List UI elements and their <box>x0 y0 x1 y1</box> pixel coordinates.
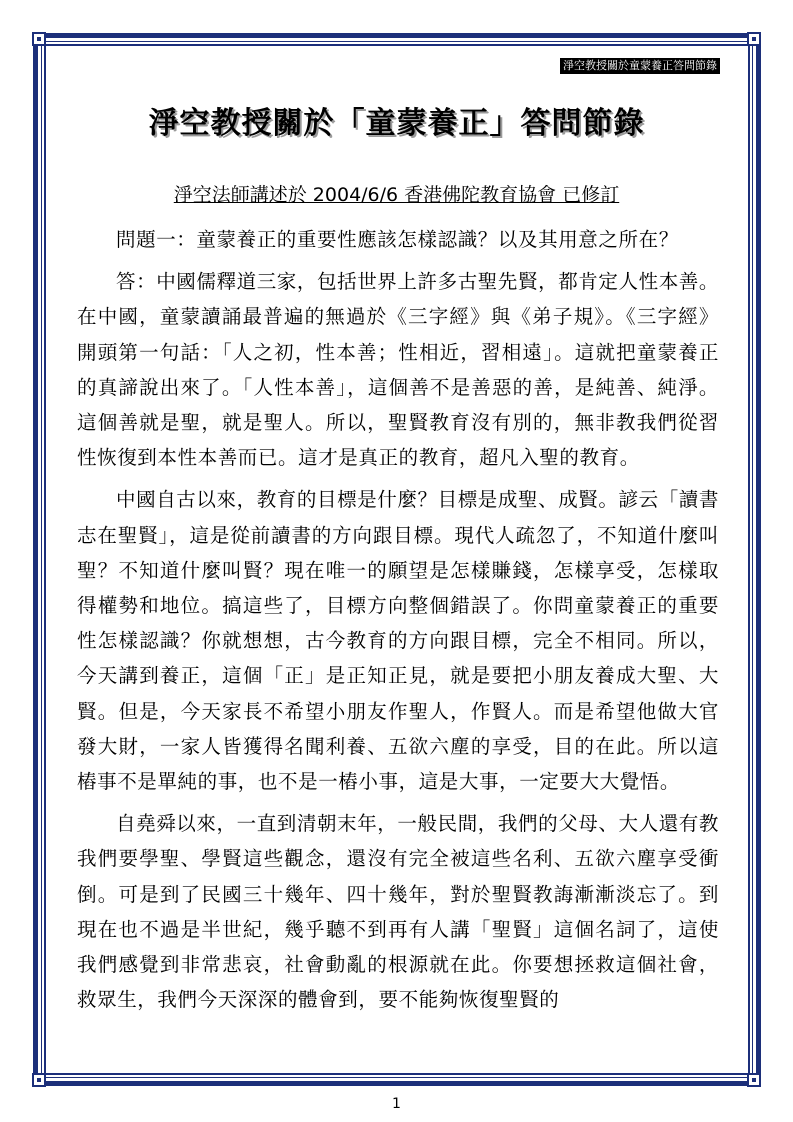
corner-ornament-top-right <box>747 32 761 46</box>
paragraph-answer-2: 中國自古以來，教育的目標是什麼？目標是成聖、成賢。諺云「讀書志在聖賢」，這是從前讀書的方向跟目標。現代人疏忽了，不知道什麼叫聖？不知道什麼叫賢？現在唯一的願望是怎樣賺錢，怎樣享受，怎樣取得權勢和地位。搞這些了，目標方向整個錯誤了。你問童蒙養正的重要性怎樣認識？你就想想，古今教育的方向跟目標，完全不相同。所以，今天講到養正，這個「正」是正知正見，就是要把小朋友養成大聖、大賢。但是，今天家長不希望小朋友作聖人，作賢人。而是希望他做大官發大財，一家人皆獲得名聞利養、五欲六塵的享受，目的在此。所以這樁事不是單純的事，也不是一樁小事，這是大事，一定要大大覺悟。 <box>77 488 720 794</box>
corner-ornament-bottom-right <box>747 1073 761 1087</box>
document-subtitle: 淨空法師講述於 2004/6/6 香港佛陀教育協會 已修訂 <box>173 184 620 206</box>
running-header: 淨空教授關於童蒙養正答問節錄 <box>560 58 720 74</box>
paragraph-answer-3: 自堯舜以來，一直到清朝末年，一般民間，我們的父母、大人還有教我們要學聖、學賢這些觀念，還沒有完全被這些名利、五欲六塵享受衝倒。可是到了民國三十幾年、四十幾年，對於聖賢教誨漸漸淡忘了。到現在也不過是半世紀，幾乎聽不到再有人講「聖賢」這個名詞了，這使我們感覺到非常悲哀，社會動亂的根源就在此。你要想拯救這個社會，救眾生，我們今天深深的體會到，要不能夠恢復聖賢的 <box>77 812 720 1012</box>
document-title: 淨空教授關於「童蒙養正」答問節錄 <box>148 106 645 141</box>
corner-ornament-top-left <box>32 32 46 46</box>
paragraph-answer-1: 答：中國儒釋道三家，包括世界上許多古聖先賢，都肯定人性本善。在中國，童蒙讀誦最普遍的無過於《三字經》與《弟子規》。《三字經》開頭第一句話：「人之初，性本善；性相近，習相遠」。這就把童蒙養正的真諦說出來了。「人性本善」，這個善不是善惡的善，是純善、純淨。這個善就是聖，就是聖人。所以，聖賢教育沒有別的，無非教我們從習性恢復到本性本善而已。這才是真正的教育，超凡入聖的教育。 <box>77 270 720 470</box>
paragraph-question: 問題一：童蒙養正的重要性應該怎樣認識？以及其用意之所在？ <box>116 228 679 251</box>
page-number: 1 <box>392 1096 401 1112</box>
corner-ornament-bottom-left <box>32 1073 46 1087</box>
body-text <box>77 222 719 1017</box>
